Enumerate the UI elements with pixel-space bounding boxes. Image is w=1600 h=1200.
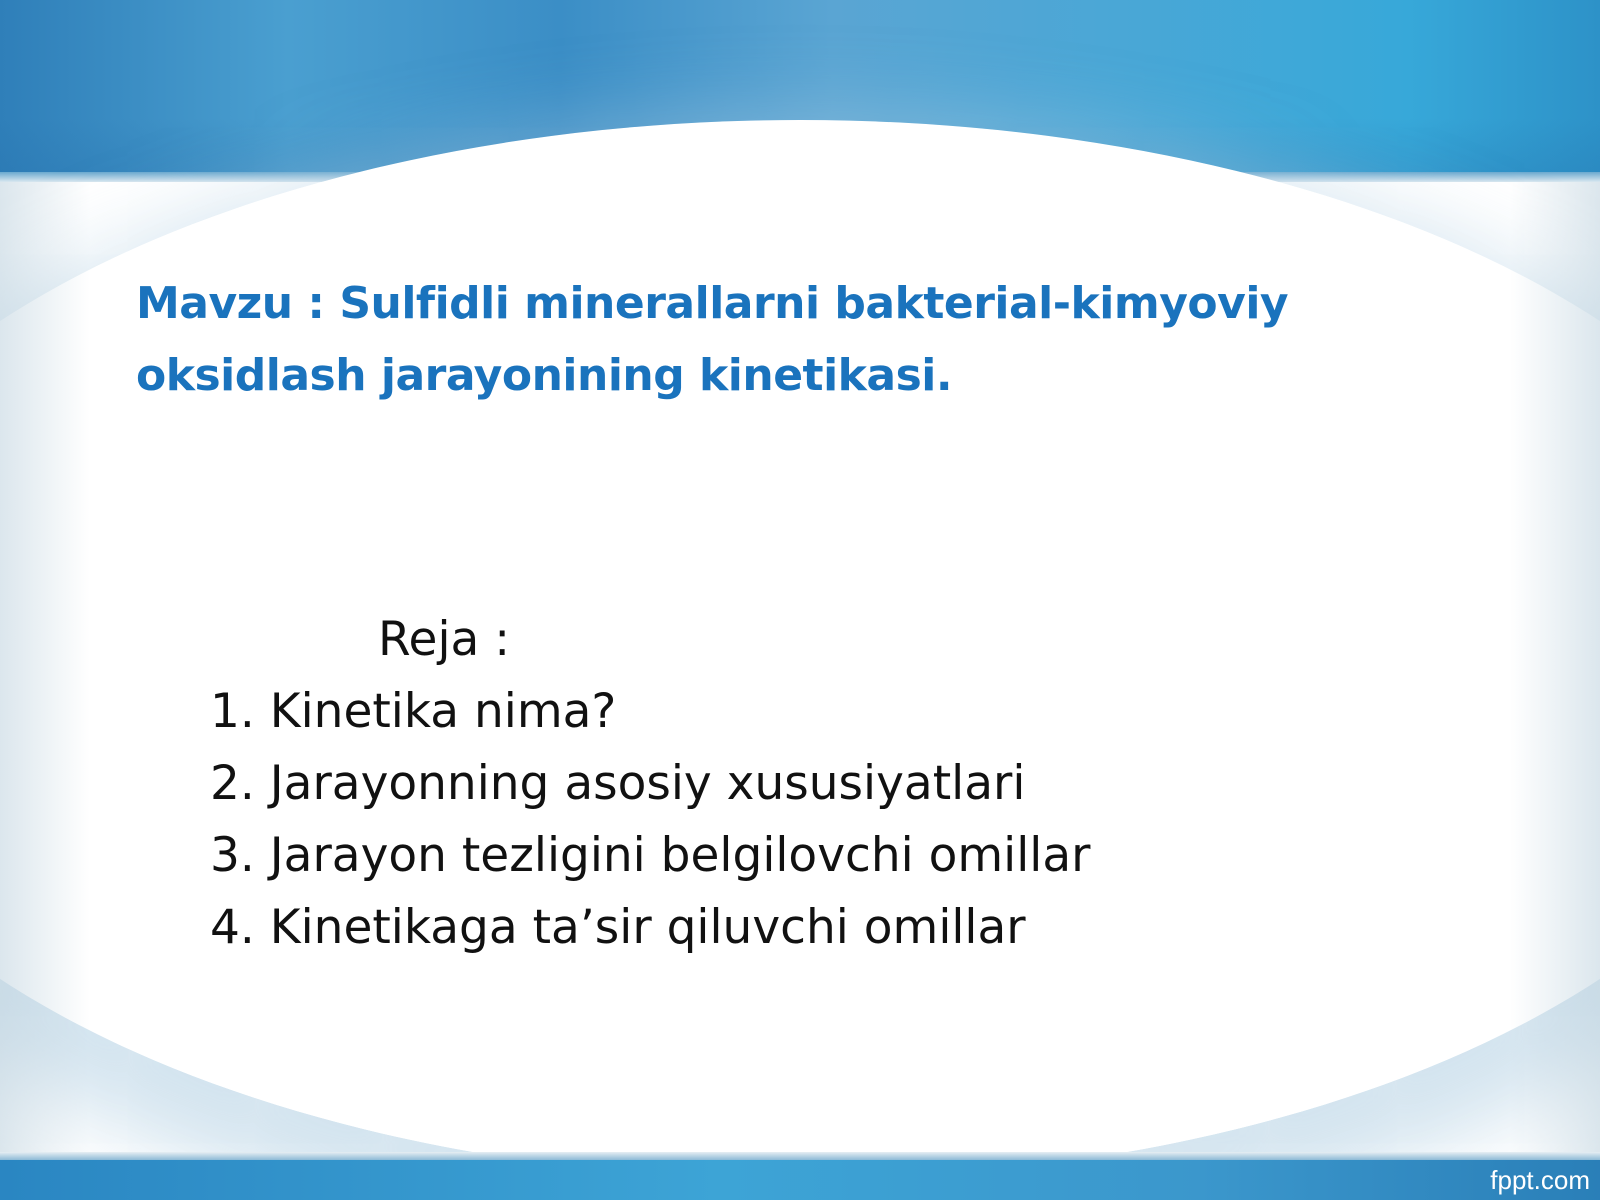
plan-item: 3. Jarayon tezligini belgilovchi omillar <box>210 828 1091 883</box>
plan-item: 1. Kinetika nima? <box>210 684 617 739</box>
right-edge-shade <box>1510 182 1600 1162</box>
slide-title: Mavzu : Sulfidli minerallarni bakterial-kimyoviy oksidlash jarayonining kinetikasi. <box>136 278 1289 401</box>
plan-section <box>210 604 1310 964</box>
watermark-text: fppt.com <box>1490 1165 1590 1195</box>
plan-heading: Reja : <box>378 612 511 667</box>
plan-item: 2. Jarayonning asosiy xususiyatlari <box>210 756 1026 811</box>
bottom-footer-band <box>0 1160 1600 1200</box>
plan-item: 4. Kinetikaga ta’sir qiluvchi omillar <box>210 900 1026 955</box>
bottom-band-edge <box>0 1152 1600 1160</box>
plan-list <box>210 676 1310 964</box>
left-edge-shade <box>0 182 90 1162</box>
